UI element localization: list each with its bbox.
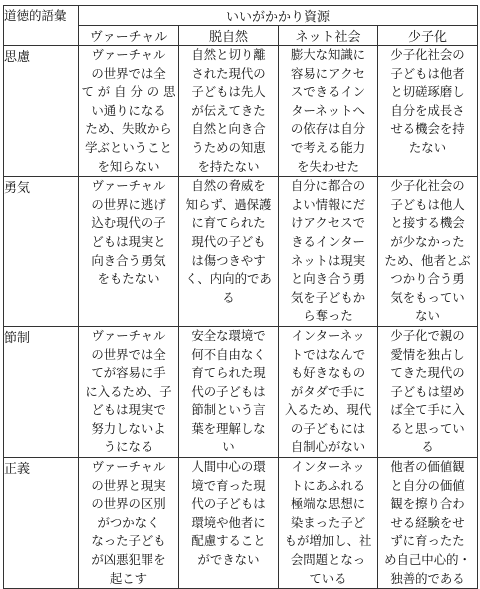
cell-text-line: を知らない (97, 158, 160, 174)
table-row (4, 326, 478, 457)
cell-text-line: がタダで手に (290, 383, 366, 399)
table-row (4, 46, 478, 177)
cell-text-line: ると思ってい (390, 420, 465, 436)
cell-text-line: 育てられた現 (191, 365, 266, 381)
cell-text-line: 少子化で親の (390, 327, 465, 343)
cell-text-line: で考える能力 (290, 139, 366, 155)
table-cell (179, 46, 279, 177)
cell-text-line: 節制という言 (191, 402, 266, 418)
cell-text-line: 自然と向き合 (191, 121, 266, 137)
cell-text-line: ができない (197, 552, 260, 568)
table-cell (79, 458, 179, 589)
table-cell (179, 326, 279, 457)
cell-text-line: 染まった子ど (290, 514, 366, 530)
cell-text-line: ため、失敗から (85, 121, 172, 137)
cell-text-line: 葉を理解しな (191, 420, 266, 436)
row-header-seigi: 正義 (4, 458, 79, 589)
cell-text-line: もが増加し、社 (284, 533, 372, 549)
cell-text-line: 子どもは先人 (191, 84, 266, 100)
table-cell (79, 177, 179, 327)
cell-text-line: せる経験をせ (390, 514, 465, 530)
table-cell (279, 46, 378, 177)
cell-text-line: の依存は自分 (290, 121, 366, 137)
cell-text-line: の世界では全 (91, 65, 166, 81)
cell-text-line: の世界では全 (91, 346, 166, 362)
cell-text-line: と切磋琢磨し (390, 84, 465, 100)
cell-text-line: 代の子どもは (191, 496, 266, 512)
cell-text-line: 自然の脅威を (191, 178, 266, 194)
cell-text-line: 独善的である (390, 570, 465, 586)
table-cell (279, 458, 378, 589)
table-cell (79, 46, 179, 177)
table-cell (179, 458, 279, 589)
table-cell (378, 46, 478, 177)
cell-text-line: ずに育ったた (390, 533, 465, 549)
cell-text-line: 現代の子ども (191, 233, 266, 249)
table-cell (179, 177, 279, 327)
cell-text-line: ネットは現実 (290, 252, 366, 268)
cell-text-line: よい情報にだ (290, 196, 366, 212)
cell-text-line: 努力しないよ (91, 420, 166, 436)
cell-text-line: 気をもってい (390, 289, 465, 305)
cell-text-line: 自分に都合の (290, 178, 366, 194)
cell-text-line: の世界と現実 (91, 477, 166, 493)
column-header-low-birthrate: 少子化 (378, 26, 478, 46)
cell-text-line: 向き合う勇気 (91, 252, 166, 268)
cell-text-line: く、内向的であ (185, 271, 272, 287)
cell-text-line: 子どもは他人 (390, 196, 465, 212)
cell-text-line: ため、他者とぶ (384, 252, 471, 268)
cell-text-line: どもは現実で (91, 402, 166, 418)
cell-text-line: て が 自 分 の 思 (81, 84, 176, 100)
cell-text-line: 膨大な知識に (290, 47, 366, 62)
cell-text-line: ヴァーチャル (91, 459, 166, 475)
cell-text-line: がつかなく (97, 514, 160, 530)
cell-text-line: 安全な環境で (191, 327, 266, 343)
cell-text-line: 自制心がない (290, 439, 366, 455)
cell-text-line: ている (309, 570, 347, 586)
cell-text-line: 極端な思想に (290, 496, 366, 512)
cell-text-line: 境で育った現 (191, 477, 266, 493)
table-cell (279, 326, 378, 457)
table-cell (378, 326, 478, 457)
row-header-yuki: 勇気 (4, 177, 79, 327)
cell-text-line: い通りになる (91, 102, 166, 118)
cell-text-line: の世界に逃げ (91, 196, 166, 212)
cell-text-line: をもたない (97, 271, 160, 287)
cell-text-line: ら奪った (303, 308, 353, 324)
cell-text-line: 会問題となっ (290, 552, 366, 568)
cell-text-line: けアクセスで (291, 215, 365, 231)
cell-text-line: が伝えてきた (191, 102, 266, 118)
cell-text-line: なった子ども (91, 533, 166, 549)
cell-text-line: 気を子どもか (290, 289, 366, 305)
cell-text-line: つかり合う勇 (390, 271, 465, 287)
cell-text-line: 起こす (109, 570, 148, 586)
row-header-sessei: 節制 (4, 326, 79, 457)
table-cell (279, 177, 378, 327)
cell-text-line: 何不自由なく (191, 346, 266, 362)
column-header-net-society: ネット社会 (279, 26, 378, 46)
cell-text-line: 環境や他者に (191, 514, 266, 530)
cell-text-line: と向き合う勇 (290, 271, 366, 287)
table-cell (79, 326, 179, 457)
cell-text-line: 入るため、現代 (284, 402, 372, 418)
column-header-virtual: ヴァーチャル (79, 26, 179, 46)
cell-text-line: 学ぶということ (85, 139, 172, 155)
cell-text-line: に育てられた (191, 215, 266, 231)
cell-text-line: と接する機会 (390, 215, 465, 231)
cell-text-line: 子どもは望め (390, 383, 465, 399)
cell-text-line: 代の子どもは (191, 383, 266, 399)
table-cell (378, 458, 478, 589)
cell-text-line: の子どもには (290, 420, 366, 436)
cell-text-line: と自分の価値 (390, 477, 465, 493)
cell-text-line: ヴァーチャル (91, 327, 166, 343)
cell-text-line: に入るため、子 (85, 383, 172, 399)
cell-text-line: 観を擦り合わ (390, 496, 465, 512)
cell-text-line: ば全て手に入 (390, 402, 465, 418)
cell-text-line: せる機会を持 (390, 121, 465, 137)
cell-text-line: インターネッ (291, 459, 365, 475)
cell-text-line: め自己中心的・ (384, 552, 471, 568)
cell-text-line: 自然と切り離 (191, 47, 266, 62)
table-row (4, 458, 478, 589)
cell-text-line: うになる (103, 439, 154, 455)
cell-text-line: 子どもは他者 (390, 65, 465, 81)
cell-text-line: 少子化社会の (390, 47, 465, 62)
cell-text-line: ヴァーチャル (91, 47, 166, 62)
resource-group-header: いいがかかり資源 (79, 6, 478, 26)
cell-text-line: の世界の区別 (91, 496, 166, 512)
row-header-shiryo: 思慮 (4, 46, 79, 177)
cell-text-line: 知らず、過保護 (185, 196, 272, 212)
cell-text-line: てが容易に手 (91, 365, 166, 381)
cell-text-line: を失わせた (297, 158, 359, 174)
cell-text-line: が凶悪犯罪を (91, 552, 166, 568)
cell-text-line: 愛情を独占し (390, 346, 465, 362)
header-row-group (4, 6, 478, 26)
cell-text-line: された現代の (191, 65, 266, 81)
table-row (4, 177, 478, 327)
cell-text-line: い (222, 439, 235, 455)
cell-text-line: 配慮すること (191, 533, 266, 549)
table-cell (378, 177, 478, 327)
cell-text-line: インターネッ (291, 327, 365, 343)
cell-text-line: トにあふれる (290, 477, 366, 493)
cell-text-line: トではなんで (290, 346, 366, 362)
cell-text-line: スできるイン (290, 84, 366, 100)
cell-text-line: ターネットへ (291, 102, 365, 118)
cell-text-line: 込む現代の子 (91, 215, 166, 231)
cell-text-line: が少なかった (390, 233, 465, 249)
corner-header: 道徳的語彙 (4, 6, 79, 46)
cell-text-line: 容易にアクセ (291, 65, 365, 81)
cell-text-line: どもは現実と (91, 233, 166, 249)
cell-text-line: 自分を成長さ (390, 102, 465, 118)
cell-text-line: を持たない (197, 158, 260, 174)
cell-text-line: 他者の価値観 (390, 459, 465, 475)
cell-text-line: は傷つきやす (191, 252, 266, 268)
moral-vocabulary-table (3, 5, 478, 589)
cell-text-line: うための知恵 (191, 139, 266, 155)
cell-text-line: ない (415, 308, 440, 324)
cell-text-line: 少子化社会の (390, 178, 465, 194)
cell-text-line: たない (408, 139, 447, 155)
cell-text-line: 人間中心の環 (191, 459, 266, 475)
cell-text-line: る (222, 289, 235, 305)
column-header-denature: 脱自然 (179, 26, 279, 46)
cell-text-line: きるインター (291, 233, 365, 249)
cell-text-line: る (421, 439, 434, 455)
cell-text-line: ヴァーチャル (91, 178, 166, 194)
cell-text-line: てきた現代の (390, 365, 465, 381)
cell-text-line: も好きなもの (290, 365, 366, 381)
